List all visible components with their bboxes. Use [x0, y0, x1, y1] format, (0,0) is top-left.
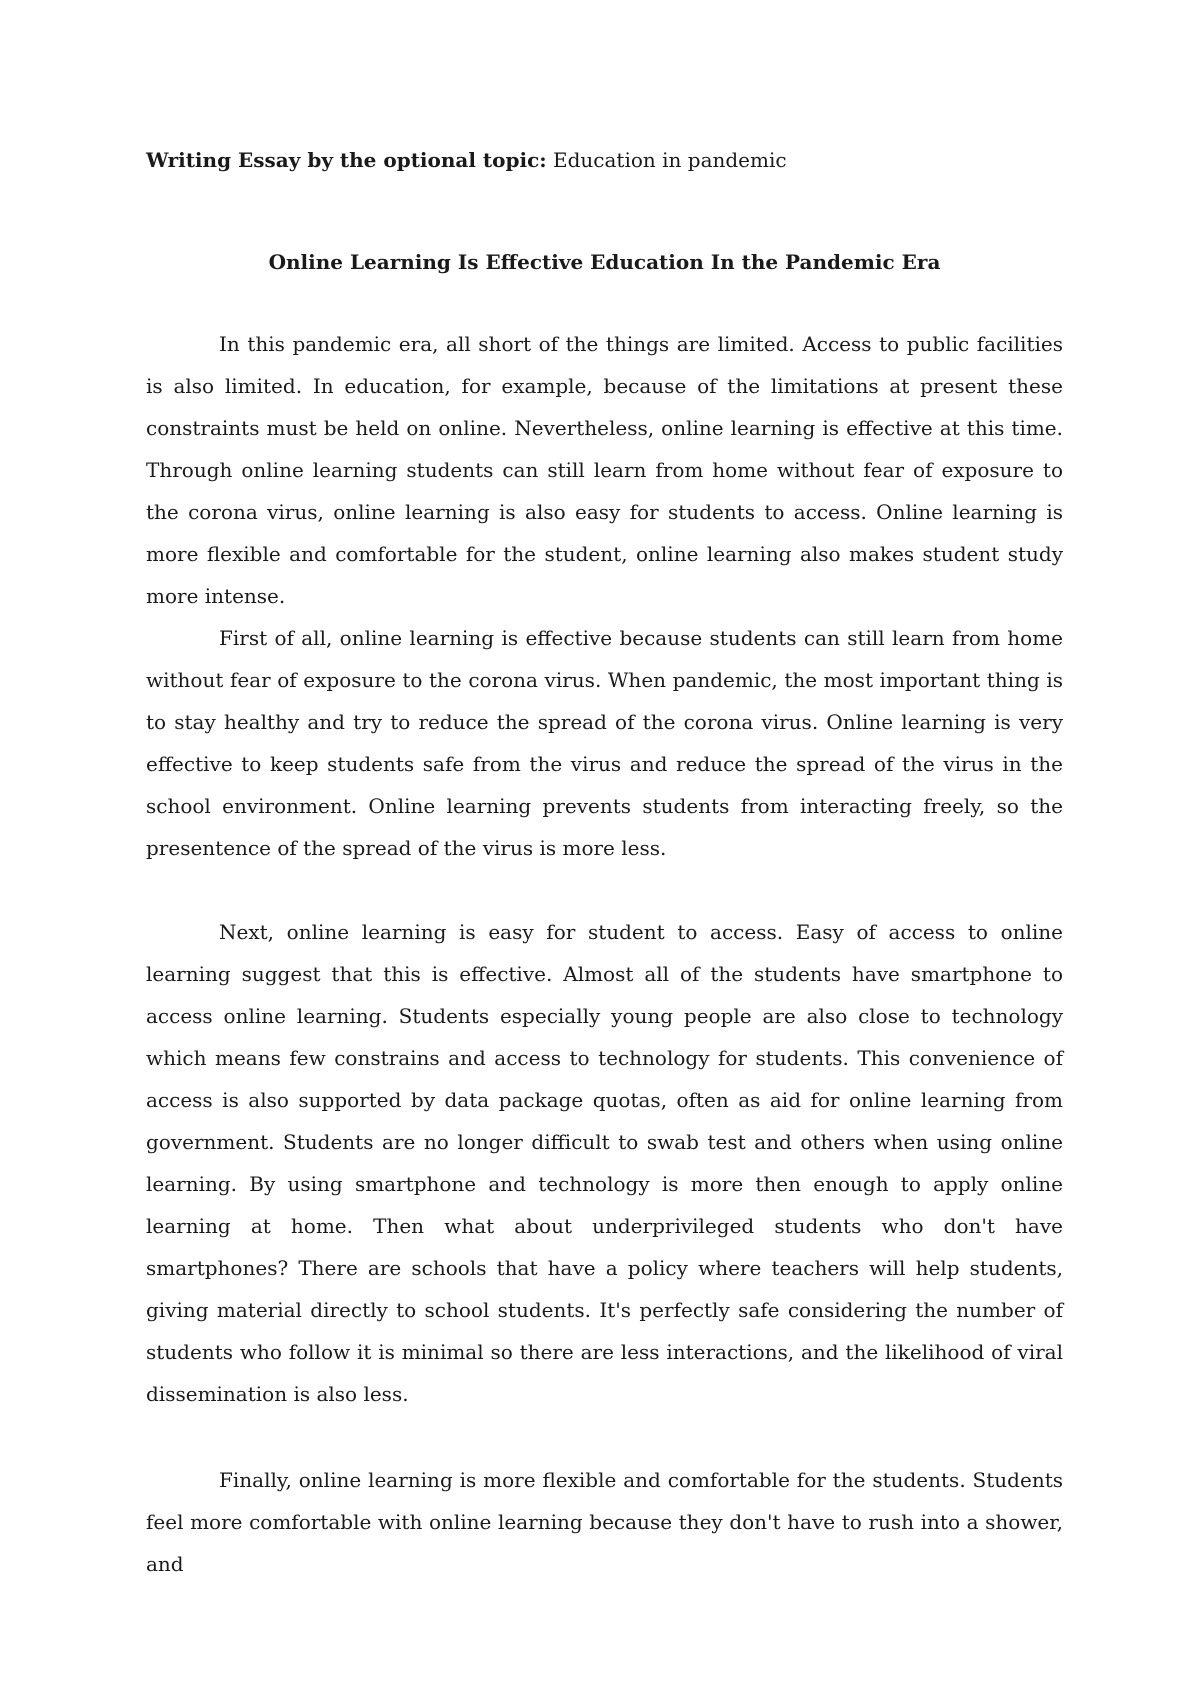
topic-value: Education in pandemic	[553, 148, 787, 172]
topic-label: Writing Essay by the optional topic:	[146, 148, 547, 172]
paragraph-second-point: Next, online learning is easy for student to access. Easy of access to online learning suggest that this is effective. Almost all of the students have smartphone to access online learning. Students especially young people are also close to technology which means few constrains and access to technology for students. This convenience of access is also supported by data package quotas, often as aid for online learning from government. Students are no longer difficult to swab test and others when using online learning. By using smartphone and technology is more then enough to apply online learning at home. Then what about underprivileged students who don't have smartphones? There are schools that have a policy where teachers will help students, giving material directly to school students. It's perfectly safe considering the number of students who follow it is minimal so there are less interactions, and the likelihood of viral dissemination is also less.	[146, 920, 1063, 1406]
paragraph-first-point: First of all, online learning is effective because students can still learn from home without fear of exposure to the corona virus. When pandemic, the most important thing is to stay healthy and try to reduce the spread of the corona virus. Online learning is very effective to keep students safe from the virus and reduce the spread of the virus in the school environment. Online learning prevents students from interacting freely, so the presentence of the spread of the virus is more less.	[146, 626, 1063, 860]
topic-line	[146, 145, 1066, 175]
paragraph-introduction: In this pandemic era, all short of the things are limited. Access to public facilities is also limited. In education, for example, because of the limitations at present these constraints must be held on online. Nevertheless, online learning is effective at this time. Through online learning students can still learn from home without fear of exposure to the corona virus, online learning is also easy for students to access. Online learning is more flexible and comfortable for the student, online learning also makes student study more intense.	[146, 332, 1063, 608]
paragraph-third-point: Finally, online learning is more flexible and comfortable for the students. Students feel more comfortable with online learning because they don't have to rush into a shower, and	[146, 1468, 1063, 1576]
essay-title: Online Learning Is Effective Education In the Pandemic Era	[268, 250, 941, 274]
